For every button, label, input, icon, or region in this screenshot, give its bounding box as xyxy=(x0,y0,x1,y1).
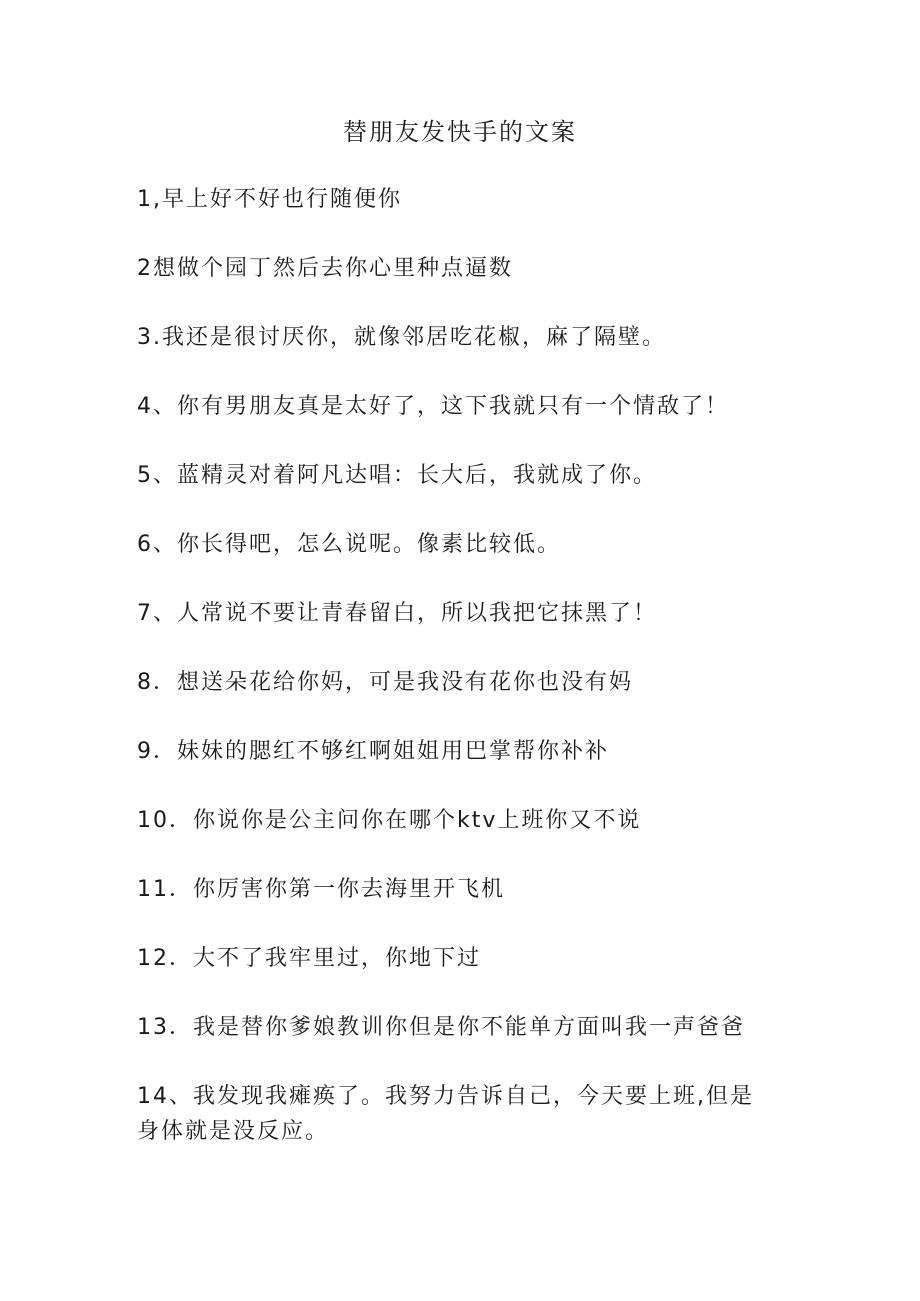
list-item: 14、我发现我瘫痪了。我努力告诉自己，今天要上班,但是身体就是没反应。 xyxy=(137,1084,754,1144)
list-item: 1,早上好不好也行随便你 xyxy=(137,187,402,212)
list-item: 6、你长得吧，怎么说呢。像素比较低。 xyxy=(137,532,561,557)
list-item: 13．我是替你爹娘教训你但是你不能单方面叫我一声爸爸 xyxy=(137,1015,745,1040)
list-item: 3.我还是很讨厌你，就像邻居吃花椒，麻了隔壁。 xyxy=(137,325,666,350)
list-item: 2想做个园丁然后去你心里种点逼数 xyxy=(137,256,513,281)
list-item: 12．大不了我牢里过，你地下过 xyxy=(137,946,481,971)
list-item: 8．想送朵花给你妈，可是我没有花你也没有妈 xyxy=(137,670,633,695)
list-item: 7、人常说不要让青春留白，所以我把它抹黑了！ xyxy=(137,601,657,626)
item-list xyxy=(137,182,777,1183)
list-item: 5、蓝精灵对着阿凡达唱：长大后，我就成了你。 xyxy=(137,463,657,488)
list-item: 4、你有男朋友真是太好了，这下我就只有一个情敌了！ xyxy=(137,394,729,419)
list-item: 10．你说你是公主问你在哪个ktv上班你又不说 xyxy=(137,808,642,833)
document-title: 替朋友发快手的文案 xyxy=(343,118,577,146)
list-item: 11．你厉害你第一你去海里开飞机 xyxy=(137,877,505,902)
list-item: 9．妹妹的腮红不够红啊姐姐用巴掌帮你补补 xyxy=(137,739,609,764)
